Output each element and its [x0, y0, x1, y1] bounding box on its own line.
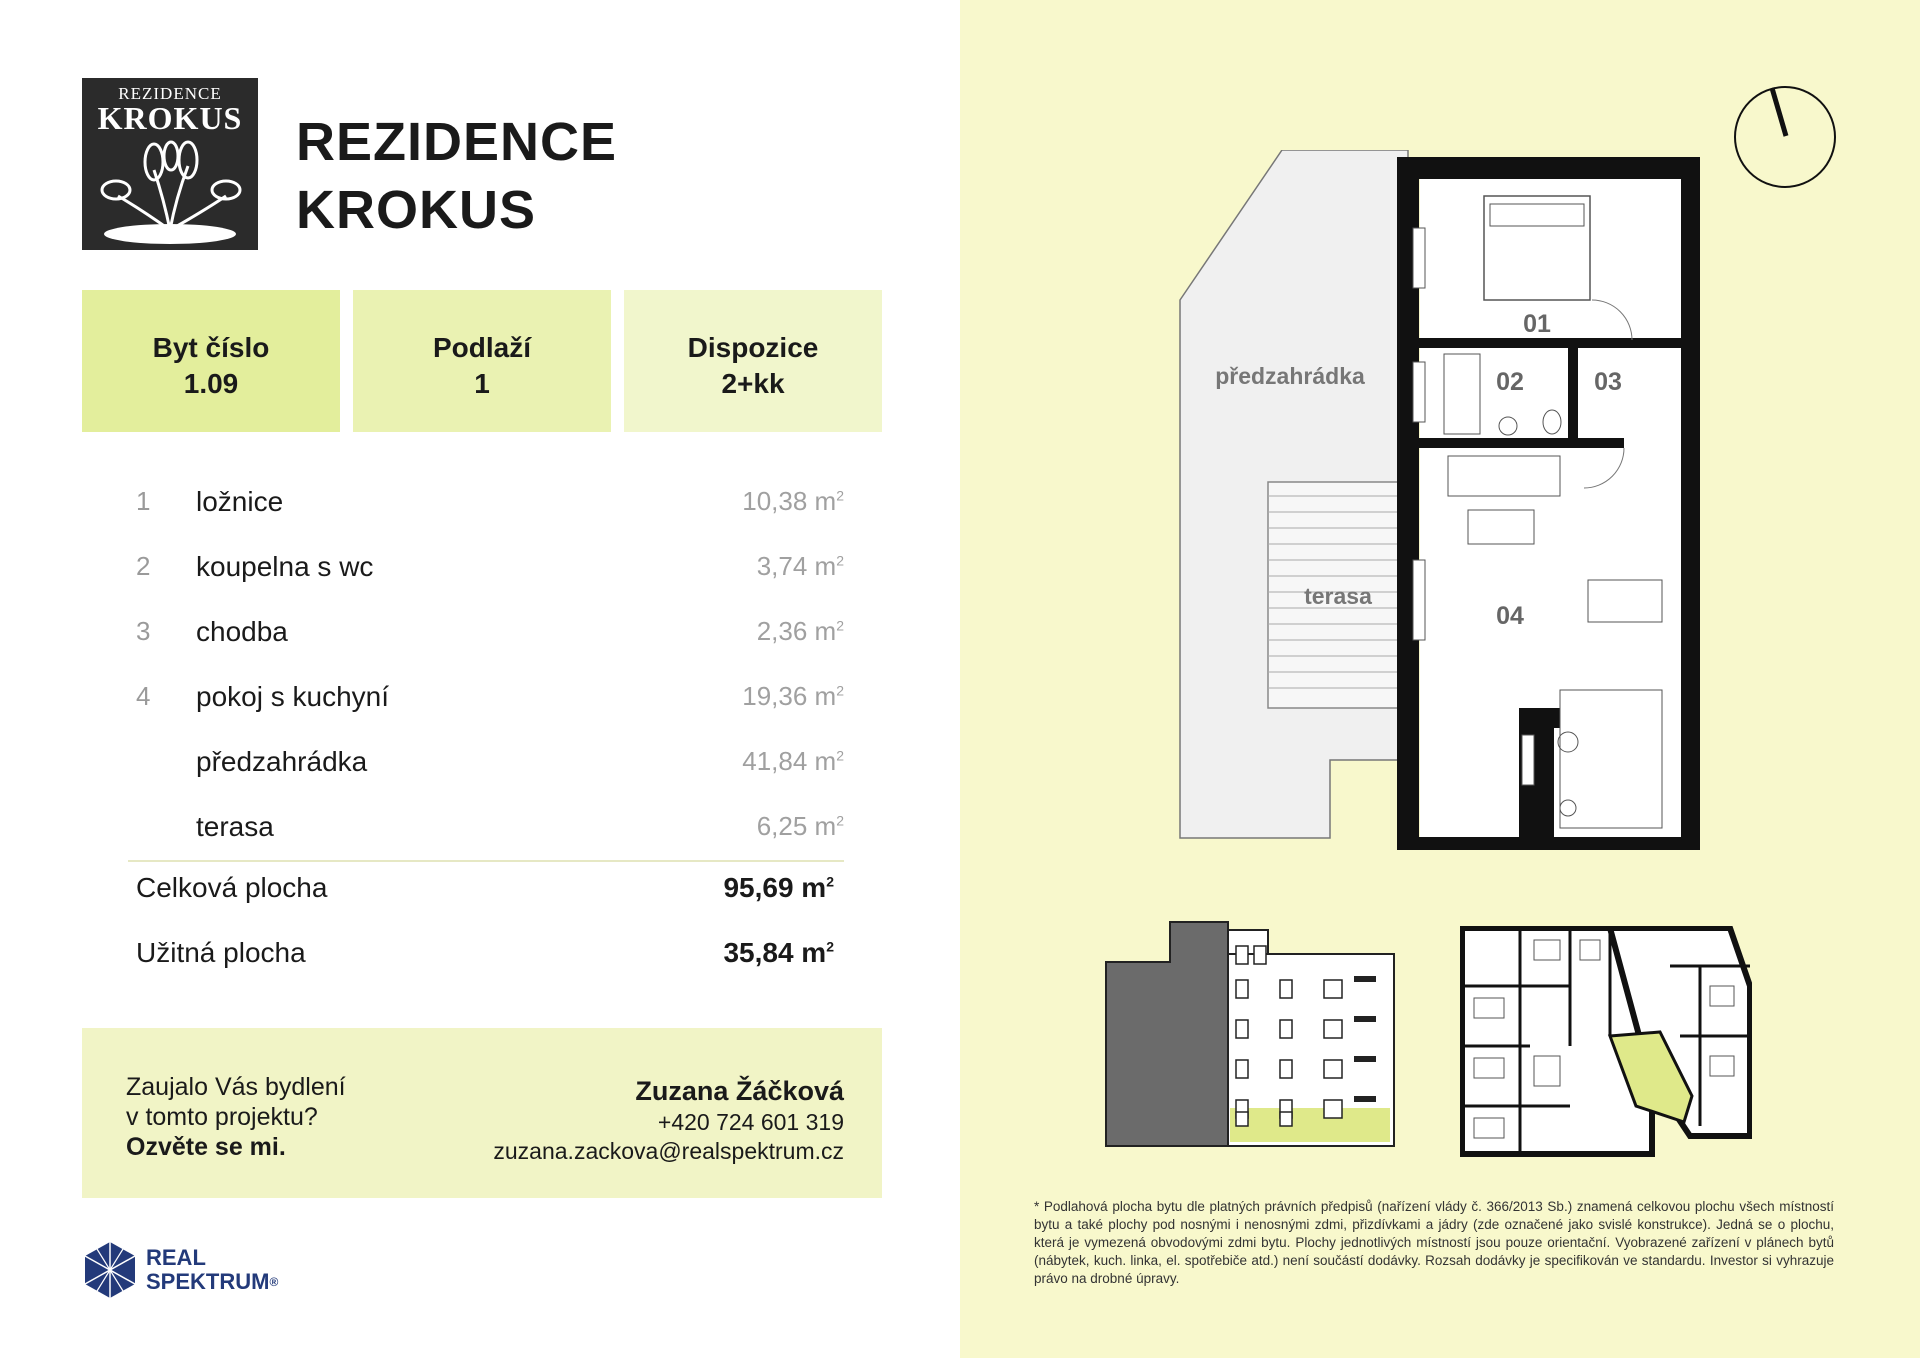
crocus-flower-icon: [92, 140, 248, 244]
room-list: [128, 472, 844, 862]
area-unit-sup: 2: [836, 812, 844, 829]
room-area: [742, 681, 844, 712]
rs-registered: ®: [269, 1275, 279, 1289]
area-value: 41,84 m: [742, 746, 837, 776]
room-area: [742, 746, 844, 777]
total-area-value: [723, 872, 834, 904]
total-area-unit-sup: 2: [826, 873, 834, 890]
usable-area-unit-sup: 2: [826, 938, 834, 955]
room-number: 4: [136, 681, 151, 711]
contact-details: [493, 1074, 844, 1166]
list-item: [128, 667, 844, 732]
list-item: [128, 732, 844, 797]
contact-prompt-line3: Ozvěte se mi.: [126, 1133, 286, 1161]
stat-label: Byt číslo: [152, 332, 270, 363]
floor-plan: [1160, 150, 1700, 850]
usable-area-row: [128, 937, 844, 987]
room-name: předzahrádka: [196, 746, 368, 777]
stat-label: Podlaží: [432, 332, 531, 363]
room-name: chodba: [196, 616, 288, 647]
footnote: * Podlahová plocha bytu dle platných právních předpisů (nařízení vlády č. 366/2013 Sb.) znamená celkovou plochu všech místností bytu a také plochy pod nosnými i nenosnými zdmi, přizdívkami a jádry (zde označené jako svislé konstrukce). Jedná se o plochu, která je vymezená obvodovými zdmi bytu. Plochy jednotlivých místností jsou pouze orientační. Vyobrazené zařízení v plánech bytů (nábytek, kuch. linka, el. spotřebiče atd.) není součástí dodávky. Rozsah dodávky je specifikován ve standardu. Investor si vyhrazuje právo na drobné úpravy.: [1034, 1199, 1834, 1286]
rezidence-krokus-logo: [82, 78, 258, 250]
total-area-number: 95,69 m: [723, 872, 827, 903]
stat-value: 1: [474, 368, 490, 399]
contact-prompt-line1: Zaujalo Vás bydlení: [126, 1073, 346, 1101]
room-number: 1: [136, 486, 151, 516]
room-01-label: 01: [1523, 310, 1551, 338]
stat-value: 2+kk: [721, 368, 785, 399]
room-name: pokoj s kuchyní: [196, 681, 389, 712]
stat-label: Dispozice: [687, 332, 819, 363]
contact-name: Zuzana Žáčková: [635, 1076, 844, 1106]
area-unit-sup: 2: [836, 682, 844, 699]
list-item: [128, 602, 844, 667]
list-item: [128, 537, 844, 602]
contact-box: [82, 1028, 882, 1198]
room-name: terasa: [196, 811, 274, 842]
brand-title: [296, 108, 617, 244]
room-area: [757, 616, 844, 647]
stat-layout: [624, 290, 882, 432]
stat-value: 1.09: [183, 368, 239, 399]
list-item: [128, 472, 844, 537]
room-04-label: 04: [1496, 602, 1524, 630]
area-unit-sup: 2: [836, 747, 844, 764]
total-area-label: Celková plocha: [136, 872, 328, 903]
total-area-row: [128, 872, 844, 922]
usable-area-number: 35,84 m: [723, 937, 827, 968]
area-unit-sup: 2: [836, 487, 844, 504]
contact-prompt: [126, 1072, 346, 1162]
real-spektrum-logo-icon: [80, 1240, 140, 1300]
logo-line1: REZIDENCE: [118, 84, 222, 103]
room-area: [757, 551, 844, 582]
room-number: 2: [136, 551, 151, 581]
room-area: [742, 486, 844, 517]
room-02-label: 02: [1496, 368, 1524, 396]
rs-line1: REAL: [146, 1245, 206, 1270]
contact-phone[interactable]: +420 724 601 319: [657, 1109, 844, 1135]
logo-line2: KROKUS: [97, 100, 243, 136]
north-compass-icon: [1732, 84, 1838, 190]
terrace-label: terasa: [1304, 583, 1372, 609]
usable-area-value: [723, 937, 834, 969]
room-name: ložnice: [196, 486, 284, 517]
usable-area-label: Užitná plocha: [136, 937, 306, 968]
site-plan: [1460, 926, 1752, 1158]
contact-email[interactable]: zuzana.zackova@realspektrum.cz: [493, 1138, 844, 1164]
rs-line2: [146, 1270, 278, 1294]
brand-line1: REZIDENCE: [296, 112, 618, 172]
room-name: koupelna s wc: [196, 551, 374, 582]
area-value: 19,36 m: [742, 681, 837, 711]
area-value: 10,38 m: [742, 486, 837, 516]
room-area: [757, 811, 844, 842]
area-value: 6,25 m: [756, 811, 837, 841]
room-number: 3: [136, 616, 151, 646]
stat-floor: [353, 290, 611, 432]
area-value: 3,74 m: [756, 551, 837, 581]
garden-label: předzahrádka: [1215, 363, 1365, 389]
area-unit-sup: 2: [836, 617, 844, 634]
room-03-label: 03: [1594, 368, 1622, 396]
building-elevation: [1104, 920, 1396, 1152]
list-item: [128, 797, 844, 862]
area-value: 2,36 m: [756, 616, 837, 646]
brand-line2: KROKUS: [296, 180, 537, 240]
stat-apartment-number: [82, 290, 340, 432]
contact-prompt-line2: v tomto projektu?: [126, 1103, 318, 1131]
divider: [128, 860, 844, 862]
real-spektrum-wordmark: [146, 1246, 278, 1294]
rs-line2-text: SPEKTRUM: [146, 1269, 270, 1294]
area-unit-sup: 2: [836, 552, 844, 569]
